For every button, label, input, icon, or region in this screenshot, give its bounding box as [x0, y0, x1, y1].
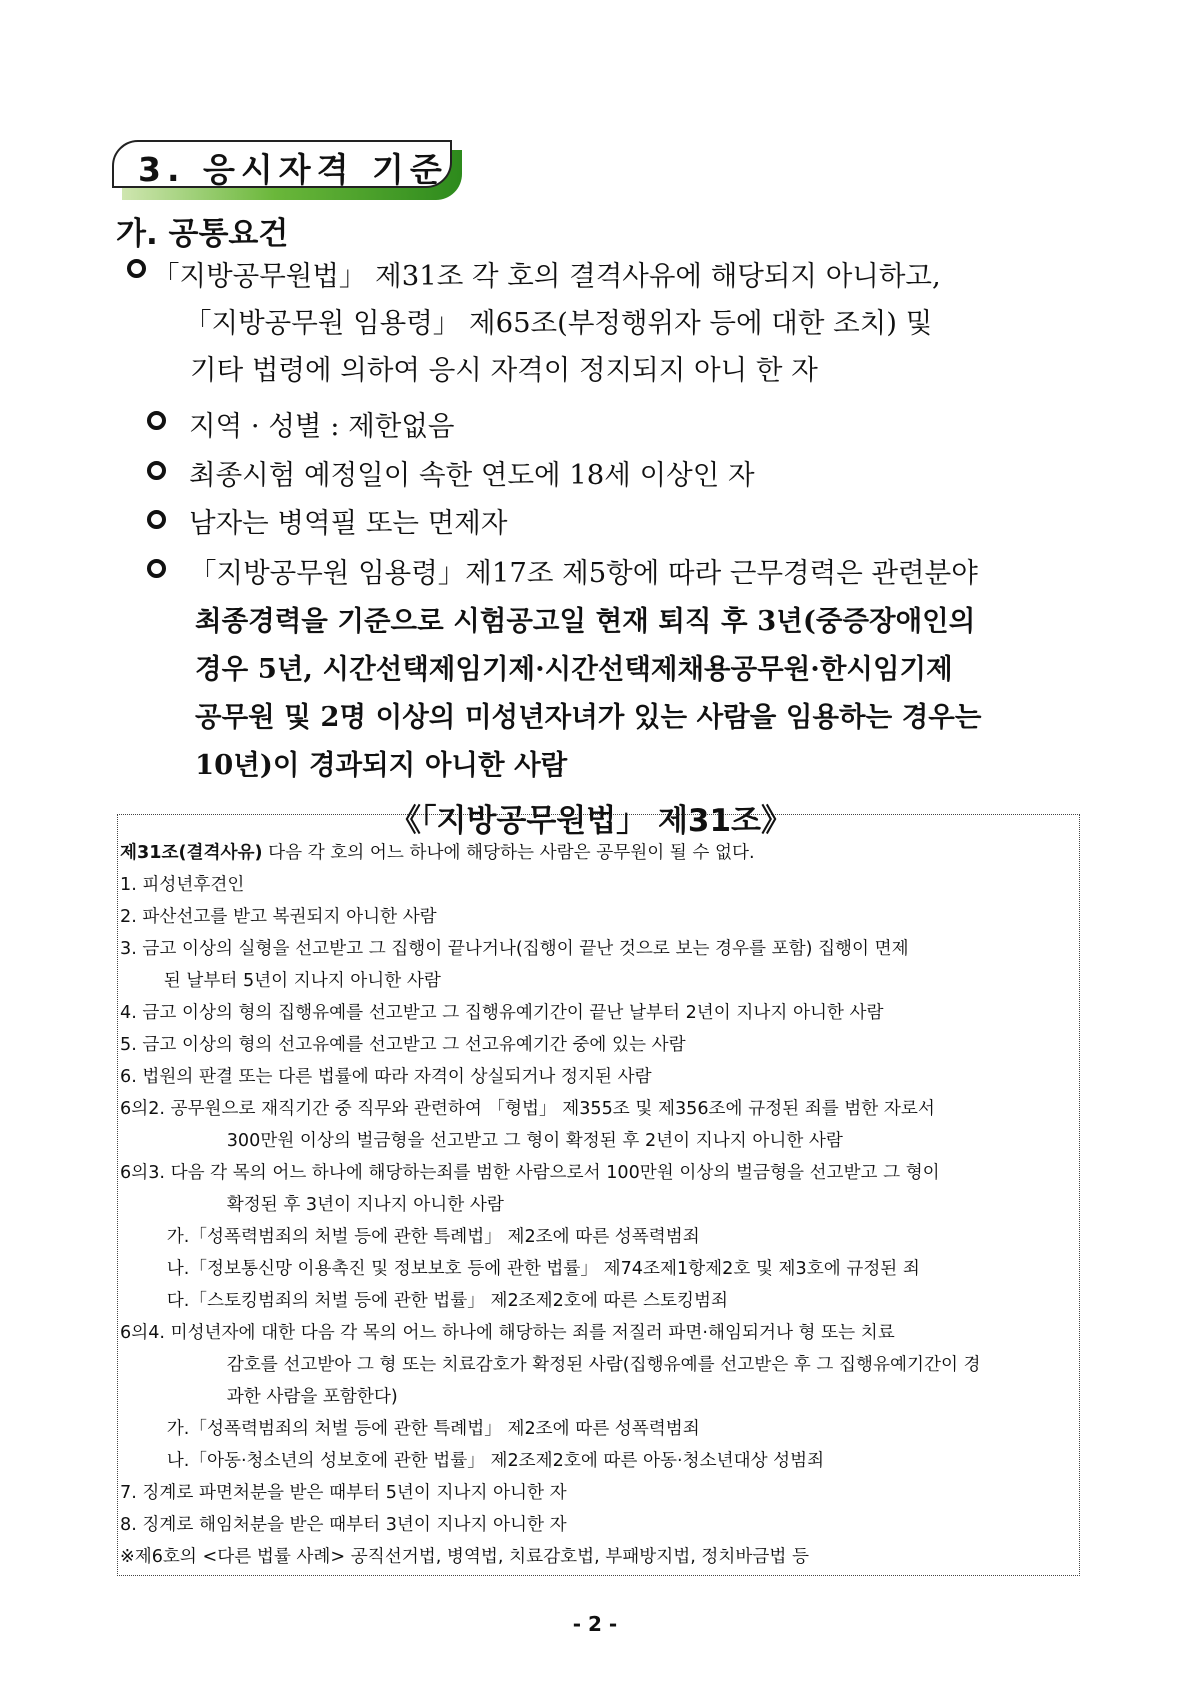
- subsection-title: 가. 공통요건: [116, 216, 289, 252]
- law-line: 3. 금고 이상의 실형을 선고받고 그 집행이 끝나거나(집행이 끝난 것으로 보는 경우를 포함) 집행이 면제: [120, 939, 909, 959]
- circle-bullet-icon: [147, 559, 166, 578]
- law-line: 가.「성폭력범죄의 처벌 등에 관한 특례법」 제2조에 따른 성폭력범죄: [150, 1227, 700, 1247]
- law-line: 5. 금고 이상의 형의 선고유예를 선고받고 그 선고유예기간 중에 있는 사람: [120, 1035, 686, 1055]
- section-title: 3. 응시자격 기준: [138, 150, 448, 189]
- law-line: 6의2. 공무원으로 재직기간 중 직무와 관련하여 「형법」 제355조 및 제356조에 규정된 죄를 범한 자로서: [120, 1099, 935, 1119]
- section-title-box: [112, 140, 472, 206]
- law-line: 감호를 선고받아 그 형 또는 치료감호가 확정된 사람(집행유예를 선고받은 후 그 집행유예기간이 경: [182, 1355, 981, 1375]
- law-line: 6의4. 미성년자에 대한 다음 각 목의 어느 하나에 해당하는 죄를 저질러 파면·해임되거나 형 또는 치료: [120, 1323, 895, 1343]
- career-line-5: 10년)이 경과되지 아니한 사람: [195, 749, 568, 781]
- law-line: 6. 법원의 판결 또는 다른 법률에 따라 자격이 상실되거나 정지된 사람: [120, 1067, 652, 1087]
- law-line: 300만원 이상의 벌금형을 선고받고 그 형이 확정된 후 2년이 지나지 아니한 사람: [182, 1131, 843, 1151]
- item-military: 남자는 병역필 또는 면제자: [189, 507, 508, 539]
- law-line: 가.「성폭력범죄의 처벌 등에 관한 특례법」 제2조에 따른 성폭력범죄: [150, 1419, 700, 1439]
- law-line: 1. 피성년후견인: [120, 875, 245, 895]
- law-note: ※제6호의 <다른 법률 사례> 공직선거법, 병역법, 치료감호법, 부패방지법, 정치바금법 등: [120, 1547, 809, 1567]
- law-title: 《「지방공무원법」 제31조》: [390, 803, 792, 839]
- circle-bullet-icon: [147, 411, 166, 430]
- circle-bullet-icon: [127, 259, 146, 278]
- page-number: - 2 -: [572, 1612, 618, 1636]
- law-line: 확정된 후 3년이 지나지 아니한 사람: [182, 1195, 504, 1215]
- main-item-line-2: 「지방공무원 임용령」 제65조(부정행위자 등에 대한 조치) 및: [184, 307, 933, 339]
- item-region: 지역 · 성별 : 제한없음: [189, 410, 455, 442]
- law-line: 다.「스토킹범죄의 처벌 등에 관한 법률」 제2조제2호에 따른 스토킹범죄: [150, 1291, 728, 1311]
- main-item-line-3: 기타 법령에 의하여 응시 자격이 정지되지 아니 한 자: [190, 354, 818, 386]
- law-line: 된 날부터 5년이 지나지 아니한 사람: [147, 971, 441, 991]
- item-age: 최종시험 예정일이 속한 연도에 18세 이상인 자: [189, 459, 755, 491]
- career-line-4: 공무원 및 2명 이상의 미성년자녀가 있는 사람을 임용하는 경우는: [195, 701, 982, 733]
- law-line: 7. 징계로 파면처분을 받은 때부터 5년이 지나지 아니한 자: [120, 1483, 567, 1503]
- law-line: 6의3. 다음 각 목의 어느 하나에 해당하는죄를 범한 사람으로서 100만원 이상의 벌금형을 선고받고 그 형이: [120, 1163, 940, 1183]
- career-line-1: 「지방공무원 임용령」제17조 제5항에 따라 근무경력은 관련분야: [189, 557, 978, 589]
- career-line-2: 최종경력을 기준으로 시험공고일 현재 퇴직 후 3년(중증장애인의: [195, 605, 976, 637]
- circle-bullet-icon: [147, 461, 166, 480]
- law-line: 4. 금고 이상의 형의 집행유예를 선고받고 그 집행유예기간이 끝난 날부터 2년이 지나지 아니한 사람: [120, 1003, 884, 1023]
- circle-bullet-icon: [147, 510, 166, 529]
- law-line: 나.「정보통신망 이용촉진 및 정보보호 등에 관한 법률」 제74조제1항제2호 및 제3호에 규정된 죄: [150, 1259, 920, 1279]
- law-line: 과한 사람을 포함한다): [182, 1387, 398, 1407]
- main-item-line-1: 「지방공무원법」 제31조 각 호의 결격사유에 해당되지 아니하고,: [152, 260, 941, 292]
- law-heading: 제31조(결격사유) 다음 각 호의 어느 하나에 해당하는 사람은 공무원이 될 수 없다.: [120, 843, 755, 863]
- law-line: 8. 징계로 해임처분을 받은 때부터 3년이 지나지 아니한 자: [120, 1515, 567, 1535]
- law-line: 2. 파산선고를 받고 복권되지 아니한 사람: [120, 907, 437, 927]
- law-line: 나.「아동·청소년의 성보호에 관한 법률」 제2조제2호에 따른 아동·청소년대상 성범죄: [150, 1451, 825, 1471]
- career-line-3: 경우 5년, 시간선택제임기제·시간선택제채용공무원·한시임기제: [195, 653, 953, 685]
